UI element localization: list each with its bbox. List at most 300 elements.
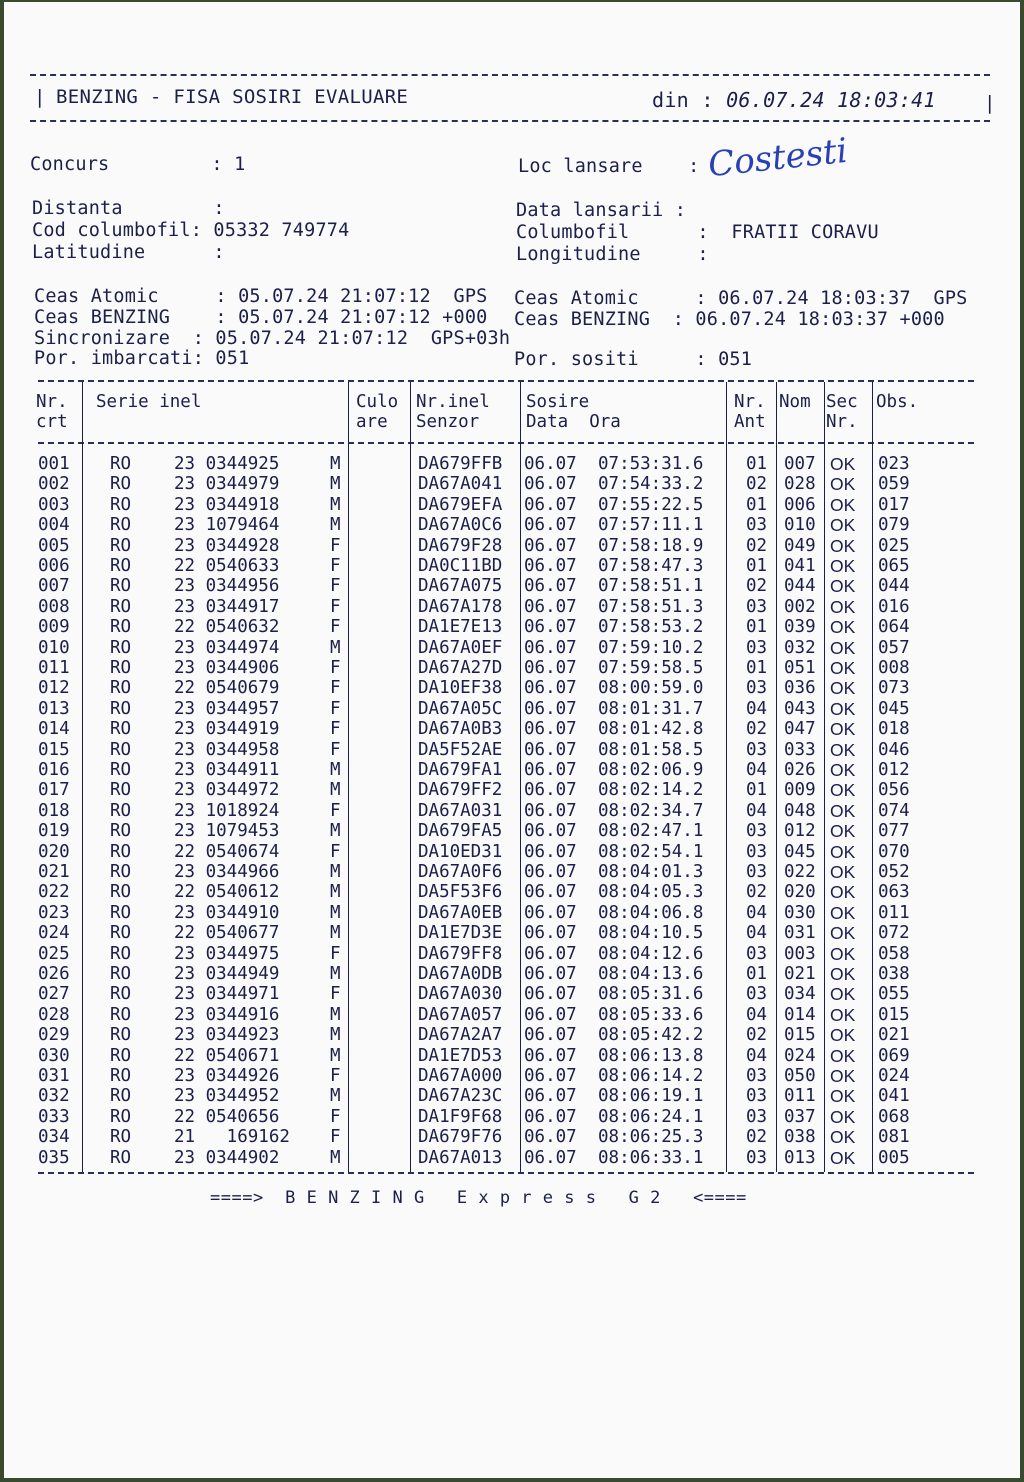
row-nom: 043 — [784, 698, 816, 719]
row-time: 08:04:06.8 — [598, 902, 704, 923]
field-cod-columbofil: Cod columbofil: 05332 749774 — [32, 220, 350, 241]
row-time: 08:04:13.6 — [598, 964, 704, 984]
row-ring: 23 0344926 — [174, 1066, 280, 1086]
row-nr: 034 — [38, 1127, 70, 1148]
row-date: 06.07 — [524, 596, 577, 617]
field-columbofil: Columbofil : FRATII CORAVU — [516, 222, 879, 243]
col-senzor-line1: Nr.inel — [416, 392, 490, 412]
row-date: 06.07 — [524, 1127, 577, 1148]
row-sex: M — [330, 637, 341, 658]
row-ring: 23 0344911 — [174, 760, 280, 780]
row-country: RO — [110, 1025, 132, 1046]
row-date: 06.07 — [524, 902, 577, 923]
row-ant: 03 — [746, 637, 768, 658]
row-nr: 019 — [38, 821, 70, 842]
row-country: RO — [110, 515, 132, 536]
row-nom: 041 — [784, 556, 816, 576]
row-sex: F — [330, 658, 341, 678]
row-obs: 052 — [878, 862, 910, 882]
row-ant: 03 — [746, 821, 768, 842]
row-ring: 23 1018924 — [174, 800, 280, 821]
row-country: RO — [110, 474, 132, 495]
row-date: 06.07 — [524, 1147, 577, 1168]
row-ant: 04 — [746, 800, 768, 821]
row-obs: 046 — [878, 739, 910, 760]
row-nr: 023 — [38, 902, 70, 923]
row-sec: OK — [830, 984, 856, 1005]
row-date: 06.07 — [524, 556, 577, 576]
row-country: RO — [110, 780, 132, 801]
row-country: RO — [110, 1004, 132, 1025]
row-sensor: DA5F52AE — [418, 739, 503, 760]
row-sensor: DA67A05C — [418, 698, 503, 719]
row-sex: F — [330, 1106, 341, 1127]
row-sensor: DA67A0C6 — [418, 515, 503, 536]
row-ring: 23 0344971 — [174, 984, 280, 1005]
row-nr: 006 — [38, 556, 70, 576]
row-obs: 070 — [878, 841, 910, 862]
row-sec: OK — [830, 515, 856, 536]
row-sex: M — [330, 1025, 341, 1046]
row-obs: 064 — [878, 617, 910, 638]
row-ring: 22 0540677 — [174, 923, 280, 944]
row-sensor: DA67A057 — [418, 1004, 503, 1025]
row-date: 06.07 — [524, 821, 577, 842]
row-nom: 013 — [784, 1147, 816, 1168]
row-obs: 021 — [878, 1025, 910, 1046]
row-date: 06.07 — [524, 1106, 577, 1127]
row-ring: 23 0344916 — [174, 1004, 280, 1025]
row-ring: 23 0344923 — [174, 1025, 280, 1046]
row-nom: 022 — [784, 862, 816, 882]
row-ant: 04 — [746, 902, 768, 923]
row-nr: 002 — [38, 474, 70, 495]
row-country: RO — [110, 454, 132, 474]
row-ant: 01 — [746, 617, 768, 638]
row-ring: 23 0344952 — [174, 1086, 280, 1107]
row-date: 06.07 — [524, 943, 577, 964]
document-title: BENZING - FISA SOSIRI EVALUARE — [56, 86, 409, 108]
row-date: 06.07 — [524, 841, 577, 862]
row-ring: 22 0540633 — [174, 556, 280, 576]
row-obs: 012 — [878, 760, 910, 780]
row-sensor: DA679FF2 — [418, 780, 503, 801]
row-ant: 02 — [746, 474, 768, 495]
row-sensor: DA67A041 — [418, 474, 503, 495]
row-sensor: DA67A0EB — [418, 902, 503, 923]
row-obs: 025 — [878, 535, 910, 556]
table-header-border — [38, 442, 974, 444]
row-nr: 029 — [38, 1025, 70, 1046]
row-sex: M — [330, 862, 341, 882]
row-obs: 063 — [878, 882, 910, 903]
row-sensor: DA679FA1 — [418, 760, 503, 780]
row-sensor: DA67A000 — [418, 1066, 503, 1086]
row-sec: OK — [830, 494, 856, 515]
col-nr-crt-line1: Nr. — [36, 392, 68, 412]
row-sensor: DA0C11BD — [418, 556, 503, 576]
row-country: RO — [110, 1086, 132, 1107]
row-sec: OK — [830, 1025, 856, 1046]
row-ring: 22 0540632 — [174, 617, 280, 638]
row-sec: OK — [830, 902, 856, 923]
row-obs: 056 — [878, 780, 910, 801]
row-sensor: DA679F76 — [418, 1127, 503, 1148]
row-obs: 011 — [878, 902, 910, 923]
row-ring: 23 0344918 — [174, 494, 280, 515]
row-time: 08:02:54.1 — [598, 841, 704, 862]
row-nom: 012 — [784, 821, 816, 842]
row-ant: 03 — [746, 678, 768, 699]
row-nr: 008 — [38, 596, 70, 617]
row-sec: OK — [830, 698, 856, 719]
row-date: 06.07 — [524, 535, 577, 556]
row-sec: OK — [830, 1106, 856, 1127]
row-sex: M — [330, 474, 341, 495]
row-sex: M — [330, 780, 341, 801]
row-time: 07:58:53.2 — [598, 617, 704, 638]
row-sex: M — [330, 882, 341, 903]
row-nom: 032 — [784, 637, 816, 658]
row-sec: OK — [830, 576, 856, 597]
row-ant: 01 — [746, 658, 768, 678]
row-country: RO — [110, 698, 132, 719]
row-sex: M — [330, 923, 341, 944]
row-ant: 04 — [746, 923, 768, 944]
row-nr: 004 — [38, 515, 70, 536]
row-time: 08:06:19.1 — [598, 1086, 704, 1107]
row-date: 06.07 — [524, 637, 577, 658]
row-ant: 04 — [746, 1004, 768, 1025]
row-ring: 22 0540674 — [174, 841, 280, 862]
row-nom: 037 — [784, 1106, 816, 1127]
row-sensor: DA679FA5 — [418, 821, 503, 842]
row-ring: 23 0344975 — [174, 943, 280, 964]
row-sex: F — [330, 719, 341, 740]
row-ant: 03 — [746, 984, 768, 1005]
row-obs: 074 — [878, 800, 910, 821]
field-ceas-benzing-left: Ceas BENZING : 05.07.24 21:07:12 +000 — [34, 307, 488, 328]
row-nr: 003 — [38, 494, 70, 515]
row-obs: 073 — [878, 678, 910, 699]
row-date: 06.07 — [524, 862, 577, 882]
row-ring: 23 0344974 — [174, 637, 280, 658]
row-sensor: DA67A0EF — [418, 637, 503, 658]
row-ant: 02 — [746, 719, 768, 740]
field-ceas-atomic-left: Ceas Atomic : 05.07.24 21:07:12 GPS — [34, 286, 488, 307]
row-sex: M — [330, 1004, 341, 1025]
row-ring: 21 169162 — [174, 1127, 290, 1148]
col-senzor-line2: Senzor — [416, 412, 480, 432]
row-sec: OK — [830, 1127, 856, 1148]
col-obs: Obs. — [876, 392, 919, 412]
table-bottom-border — [38, 1172, 974, 1174]
row-ring: 23 0344906 — [174, 658, 280, 678]
row-sec: OK — [830, 841, 856, 862]
row-nom: 002 — [784, 596, 816, 617]
row-ring: 23 1079464 — [174, 515, 280, 536]
field-distanta: Distanta : — [32, 198, 225, 219]
row-country: RO — [110, 800, 132, 821]
row-date: 06.07 — [524, 515, 577, 536]
row-time: 07:55:22.5 — [598, 494, 704, 515]
title-top-border — [30, 74, 990, 76]
row-nr: 005 — [38, 535, 70, 556]
row-obs: 024 — [878, 1066, 910, 1086]
row-country: RO — [110, 1045, 132, 1066]
row-country: RO — [110, 1127, 132, 1148]
row-nr: 020 — [38, 841, 70, 862]
row-sex: F — [330, 596, 341, 617]
row-time: 08:06:25.3 — [598, 1127, 704, 1148]
row-nom: 010 — [784, 515, 816, 536]
row-sex: M — [330, 760, 341, 780]
row-sec: OK — [830, 596, 856, 617]
row-country: RO — [110, 719, 132, 740]
row-time: 08:02:47.1 — [598, 821, 704, 842]
row-ant: 04 — [746, 698, 768, 719]
row-sec: OK — [830, 943, 856, 964]
row-country: RO — [110, 1106, 132, 1127]
row-obs: 055 — [878, 984, 910, 1005]
row-time: 07:59:10.2 — [598, 637, 704, 658]
row-time: 08:01:31.7 — [598, 698, 704, 719]
row-time: 07:59:58.5 — [598, 658, 704, 678]
column-separator — [410, 382, 411, 1172]
row-ant: 03 — [746, 1086, 768, 1107]
row-sex: F — [330, 1127, 341, 1148]
row-sensor: DA67A031 — [418, 800, 503, 821]
row-ant: 03 — [746, 739, 768, 760]
row-nom: 038 — [784, 1127, 816, 1148]
row-time: 08:04:10.5 — [598, 923, 704, 944]
row-obs: 015 — [878, 1004, 910, 1025]
row-nom: 051 — [784, 658, 816, 678]
col-culoare-line1: Culo — [356, 392, 399, 412]
col-sosire-line1: Sosire — [526, 392, 590, 412]
row-sec: OK — [830, 964, 856, 984]
row-time: 07:53:31.6 — [598, 454, 704, 474]
row-nom: 024 — [784, 1045, 816, 1066]
row-sec: OK — [830, 780, 856, 801]
din-label: din : — [652, 88, 714, 112]
row-time: 08:05:33.6 — [598, 1004, 704, 1025]
row-nr: 010 — [38, 637, 70, 658]
row-date: 06.07 — [524, 923, 577, 944]
row-time: 08:00:59.0 — [598, 678, 704, 699]
row-ant: 01 — [746, 494, 768, 515]
row-sex: F — [330, 739, 341, 760]
row-sensor: DA1F9F68 — [418, 1106, 503, 1127]
handwritten-location: Costesti — [706, 130, 850, 186]
row-obs: 068 — [878, 1106, 910, 1127]
row-ring: 23 0344958 — [174, 739, 280, 760]
col-culoare — [356, 392, 398, 432]
row-sex: F — [330, 556, 341, 576]
row-ring: 22 0540656 — [174, 1106, 280, 1127]
row-sec: OK — [830, 862, 856, 882]
row-ring: 22 0540671 — [174, 1045, 280, 1066]
row-ring: 23 0344919 — [174, 719, 280, 740]
row-time: 08:06:14.2 — [598, 1066, 704, 1086]
row-time: 08:06:33.1 — [598, 1147, 704, 1168]
row-ring: 22 0540612 — [174, 882, 280, 903]
row-ant: 01 — [746, 454, 768, 474]
row-nom: 020 — [784, 882, 816, 903]
row-country: RO — [110, 882, 132, 903]
row-time: 07:58:51.3 — [598, 596, 704, 617]
row-obs: 045 — [878, 698, 910, 719]
row-ant: 03 — [746, 1106, 768, 1127]
row-sex: F — [330, 617, 341, 638]
col-sec-nr — [826, 392, 858, 432]
row-nr: 012 — [38, 678, 70, 699]
row-sex: F — [330, 984, 341, 1005]
row-ant: 03 — [746, 1066, 768, 1086]
row-nr: 030 — [38, 1045, 70, 1066]
row-country: RO — [110, 535, 132, 556]
row-sec: OK — [830, 821, 856, 842]
row-nom: 034 — [784, 984, 816, 1005]
row-obs: 038 — [878, 964, 910, 984]
row-sec: OK — [830, 719, 856, 740]
row-sensor: DA67A075 — [418, 576, 503, 597]
row-nr: 001 — [38, 454, 70, 474]
row-country: RO — [110, 862, 132, 882]
row-ant: 02 — [746, 535, 768, 556]
col-ant-line1: Nr. — [734, 392, 766, 412]
row-country: RO — [110, 596, 132, 617]
row-nr: 015 — [38, 739, 70, 760]
row-date: 06.07 — [524, 1066, 577, 1086]
row-sec: OK — [830, 556, 856, 576]
footer-banner: ====> B E N Z I N G E x p r e s s G 2 <==== — [210, 1188, 747, 1208]
row-obs: 023 — [878, 454, 910, 474]
row-obs: 005 — [878, 1147, 910, 1168]
table-top-border — [38, 380, 974, 382]
row-time: 08:01:42.8 — [598, 719, 704, 740]
row-time: 08:04:12.6 — [598, 943, 704, 964]
row-ant: 04 — [746, 760, 768, 780]
row-nom: 030 — [784, 902, 816, 923]
row-sex: F — [330, 698, 341, 719]
row-sensor: DA1E7E13 — [418, 617, 503, 638]
row-sec: OK — [830, 454, 856, 474]
row-nom: 039 — [784, 617, 816, 638]
row-obs: 081 — [878, 1127, 910, 1148]
row-sex: F — [330, 800, 341, 821]
column-separator — [348, 382, 349, 1172]
row-nr: 013 — [38, 698, 70, 719]
row-sensor: DA1E7D3E — [418, 923, 503, 944]
row-date: 06.07 — [524, 698, 577, 719]
col-nr-crt — [36, 392, 68, 432]
row-sec: OK — [830, 637, 856, 658]
row-sensor: DA67A0DB — [418, 964, 503, 984]
row-ring: 23 0344925 — [174, 454, 280, 474]
row-sec: OK — [830, 1147, 856, 1168]
row-sex: F — [330, 943, 341, 964]
row-date: 06.07 — [524, 1086, 577, 1107]
row-sensor: DA67A0B3 — [418, 719, 503, 740]
column-separator — [824, 382, 825, 1172]
row-sensor: DA67A2A7 — [418, 1025, 503, 1046]
row-obs: 008 — [878, 658, 910, 678]
row-sec: OK — [830, 1004, 856, 1025]
row-country: RO — [110, 678, 132, 699]
row-sex: F — [330, 1066, 341, 1086]
row-obs: 077 — [878, 821, 910, 842]
row-country: RO — [110, 494, 132, 515]
row-nom: 026 — [784, 760, 816, 780]
row-date: 06.07 — [524, 1045, 577, 1066]
column-separator — [776, 382, 777, 1172]
row-time: 08:04:01.3 — [598, 862, 704, 882]
col-nr-crt-line2: crt — [36, 412, 68, 432]
row-nom: 031 — [784, 923, 816, 944]
row-obs: 044 — [878, 576, 910, 597]
row-sensor: DA679FFB — [418, 454, 503, 474]
row-time: 07:58:47.3 — [598, 556, 704, 576]
row-ring: 23 0344928 — [174, 535, 280, 556]
row-ring: 23 0344917 — [174, 596, 280, 617]
row-sensor: DA679FF8 — [418, 943, 503, 964]
row-nom: 033 — [784, 739, 816, 760]
row-sec: OK — [830, 1066, 856, 1086]
row-nr: 025 — [38, 943, 70, 964]
row-nr: 028 — [38, 1004, 70, 1025]
row-ant: 02 — [746, 1025, 768, 1046]
row-sex: M — [330, 902, 341, 923]
row-ant: 02 — [746, 576, 768, 597]
row-time: 07:58:18.9 — [598, 535, 704, 556]
row-sex: M — [330, 1147, 341, 1168]
row-sex: F — [330, 535, 341, 556]
row-country: RO — [110, 943, 132, 964]
row-nom: 048 — [784, 800, 816, 821]
row-sensor: DA67A0F6 — [418, 862, 503, 882]
column-separator — [82, 382, 83, 1172]
row-sensor: DA67A27D — [418, 658, 503, 678]
row-sex: M — [330, 454, 341, 474]
row-sec: OK — [830, 678, 856, 699]
row-date: 06.07 — [524, 1025, 577, 1046]
column-separator — [726, 382, 727, 1172]
row-obs: 017 — [878, 494, 910, 515]
row-time: 08:05:42.2 — [598, 1025, 704, 1046]
row-country: RO — [110, 739, 132, 760]
row-sex: F — [330, 678, 341, 699]
row-country: RO — [110, 923, 132, 944]
row-sensor: DA67A013 — [418, 1147, 503, 1168]
row-date: 06.07 — [524, 454, 577, 474]
row-country: RO — [110, 1066, 132, 1086]
row-nom: 045 — [784, 841, 816, 862]
row-sex: M — [330, 1045, 341, 1066]
row-time: 07:58:51.1 — [598, 576, 704, 597]
row-sex: M — [330, 821, 341, 842]
row-ant: 02 — [746, 1127, 768, 1148]
row-date: 06.07 — [524, 1004, 577, 1025]
row-sec: OK — [830, 1086, 856, 1107]
row-ring: 23 0344979 — [174, 474, 280, 495]
col-nr-ant — [734, 392, 766, 432]
row-nom: 044 — [784, 576, 816, 597]
row-sec: OK — [830, 923, 856, 944]
row-nom: 009 — [784, 780, 816, 801]
row-nom: 021 — [784, 964, 816, 984]
col-serie-inel: Serie inel — [96, 392, 202, 412]
